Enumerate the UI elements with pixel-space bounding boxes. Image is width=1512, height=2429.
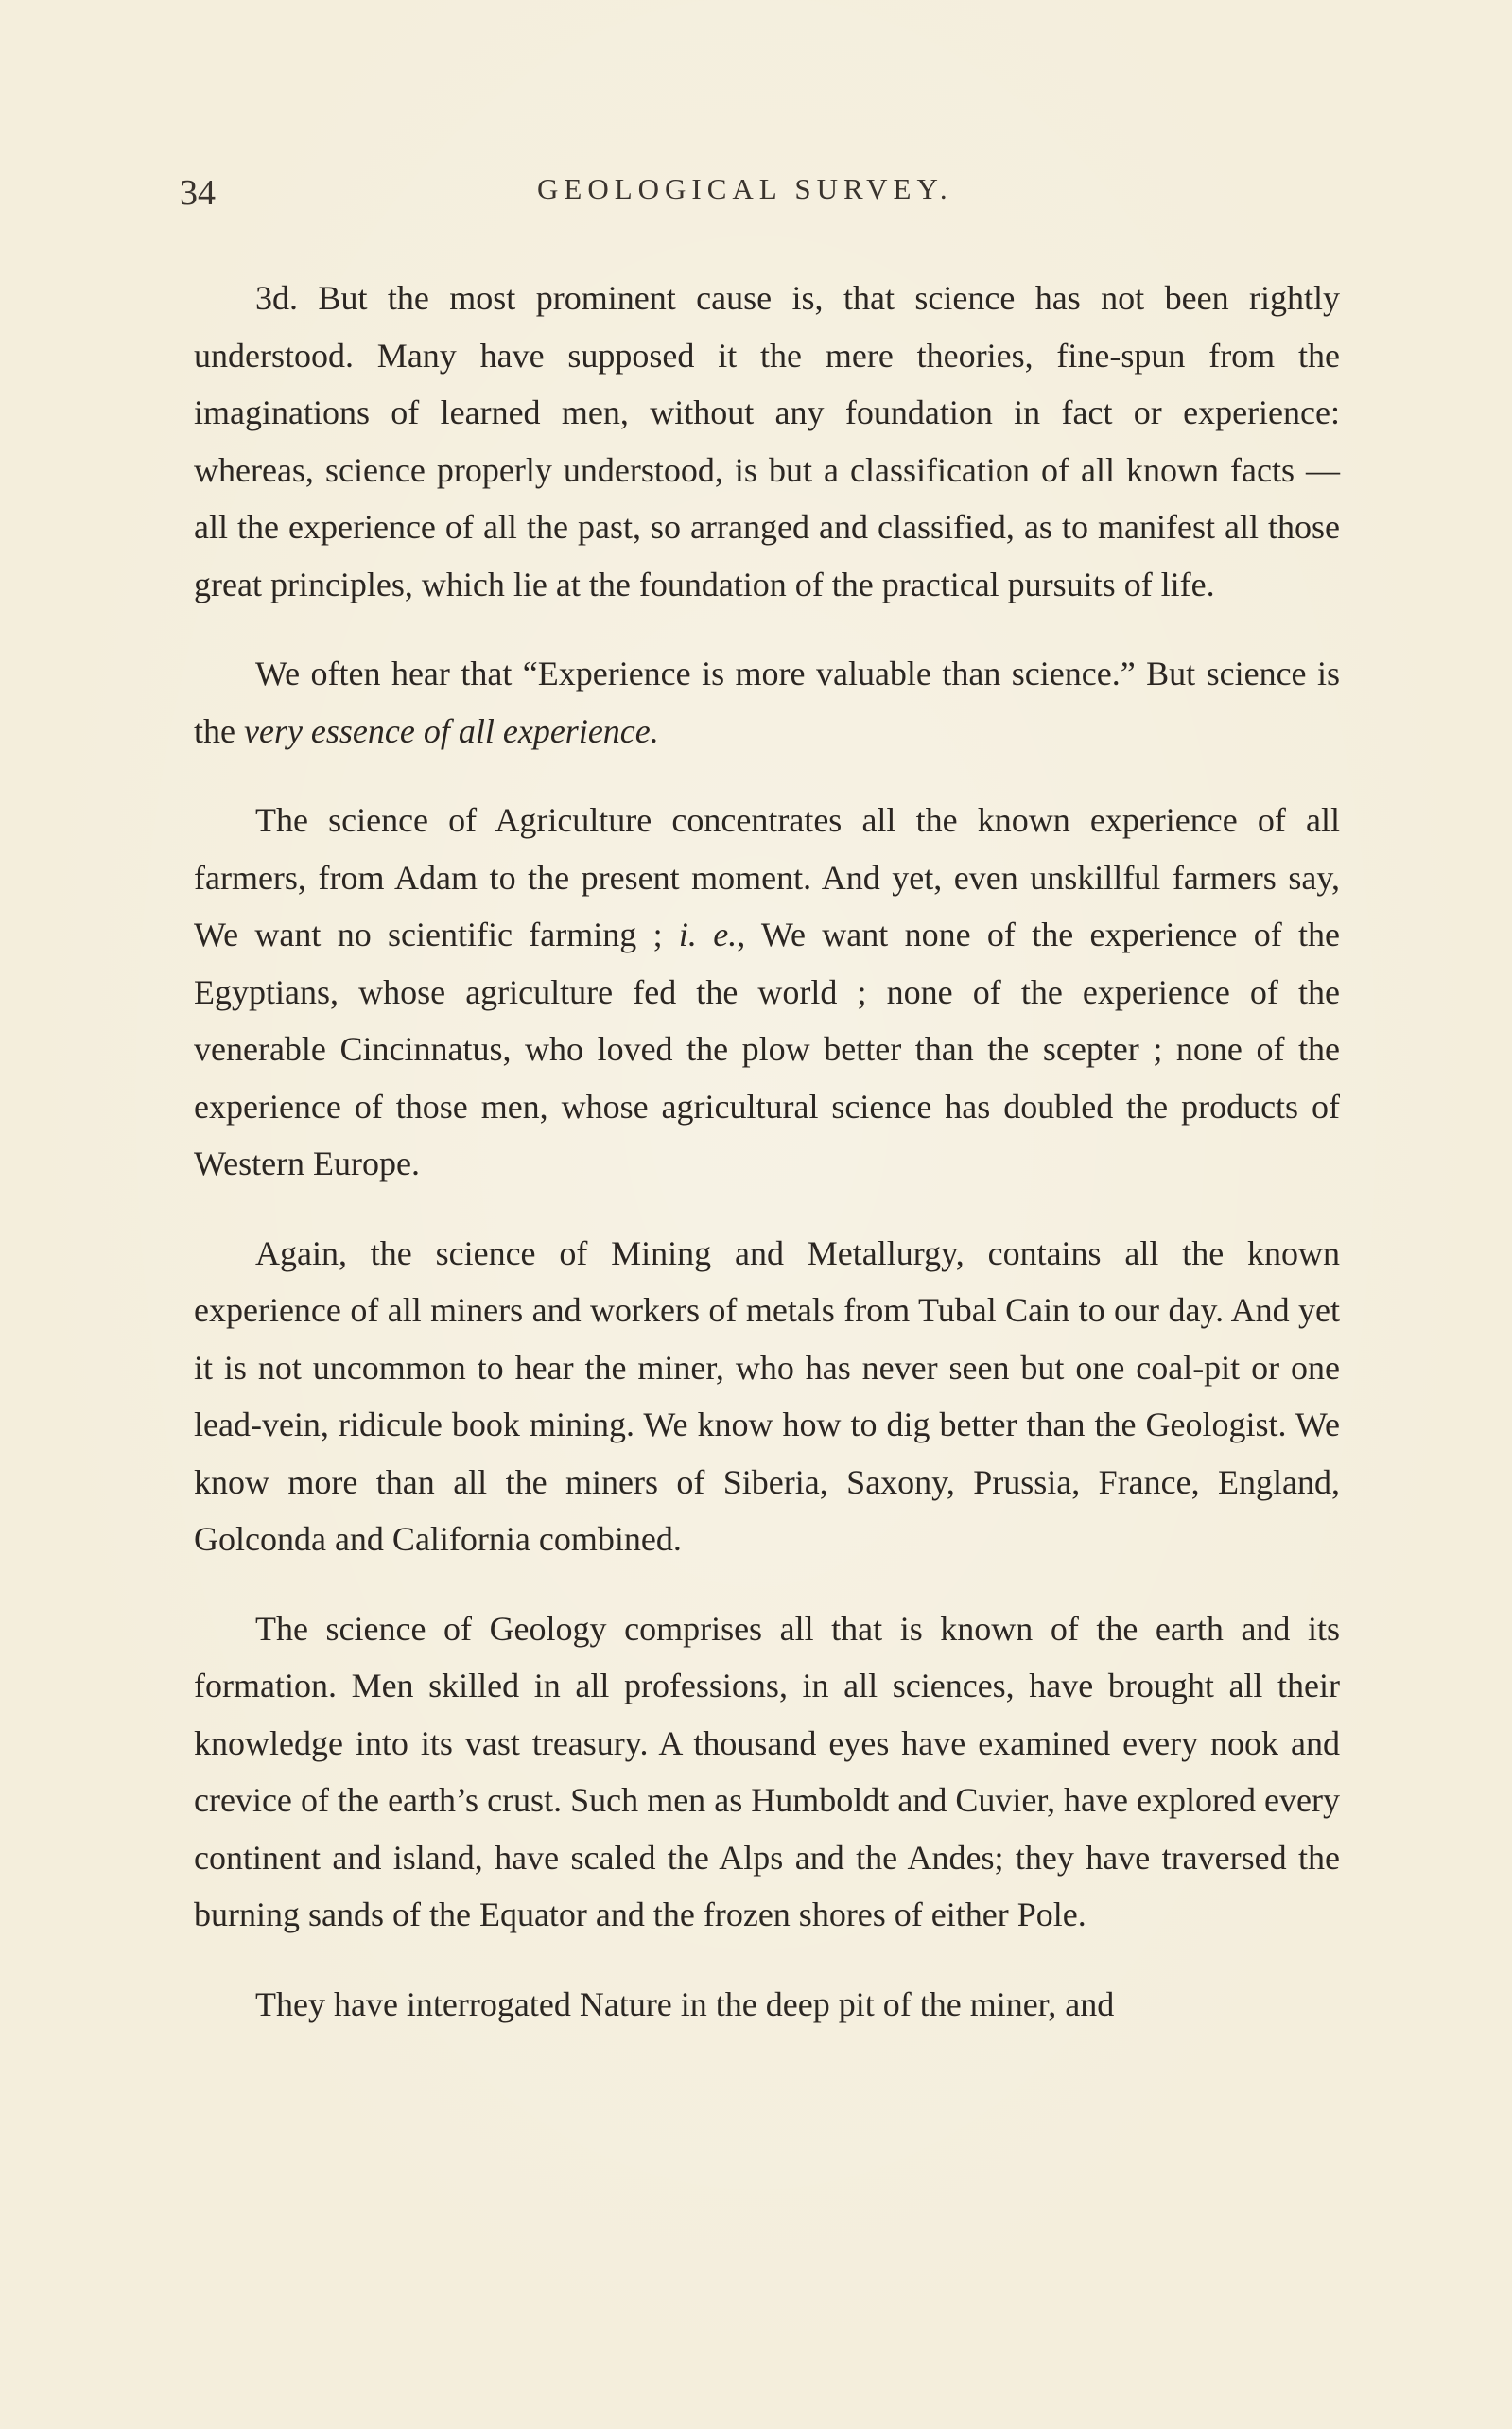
paragraph-3-text-b: , We want none of the experience of the Egyptians, whose agriculture fed the world ; none of the experience of the venerable Cincinnatus, who loved the plow better than the scepter ; none of the experience of those men, whose agricultural science has doubled the products of Western Europe.	[194, 916, 1341, 1182]
page-number: 34	[180, 173, 216, 213]
body-text	[194, 270, 1340, 2033]
paragraph-6: They have interrogated Nature in the deep pit of the miner, and	[255, 1984, 1115, 2023]
paragraph-3-italic: i. e.	[678, 916, 738, 953]
running-head: GEOLOGICAL SURVEY.	[537, 172, 953, 205]
paragraph-3	[194, 792, 1340, 1193]
paragraph-3-text-a: The science of Agriculture concentrates all the known experience of all farmers, from Adam to the present moment. And yet, even unskillful farmers say, We want no scientific farming ;	[194, 801, 1340, 953]
paragraph-5: The science of Geology comprises all that is known of the earth and its formation. Men skilled in all professions, in all sciences, have brought all their knowledge into its vast treasury. A thousand eyes have examined every nook and crevice of the earth’s crust. Such men as Humboldt and Cuvier, have explored every continent and island, have scaled the Alps and the Andes; they have traversed the burning sands of the Equator and the frozen shores of either Pole.	[194, 1609, 1340, 1933]
page-header	[180, 168, 1333, 225]
paragraph-2	[194, 645, 1340, 760]
paragraph-1: 3d. But the most prominent cause is, that science has not been rightly understood. Many have supposed it the mere theories, fine-spun from the imaginations of learned men, without any foundation in fact or experience: whereas, science properly understood, is but a classification of all known facts — all the experience of all the past, so arranged and classified, as to manifest all those great principles, which lie at the foundation of the practical pursuits of life.	[194, 279, 1340, 603]
paragraph-4: Again, the science of Mining and Metallurgy, contains all the known experience of all miners and workers of metals from Tubal Cain to our day. And yet it is not uncommon to hear the miner, who has never seen but one coal-pit or one lead-vein, ridicule book mining. We know how to dig better than the Geologist. We know more than all the miners of Siberia, Saxony, Prussia, France, England, Golconda and California combined.	[194, 1233, 1340, 1558]
paragraph-2-text: We often hear that “Experience is more valuable than science.” But science is the	[194, 655, 1340, 750]
paragraph-2-italic: very essence of all experience.	[243, 711, 659, 750]
